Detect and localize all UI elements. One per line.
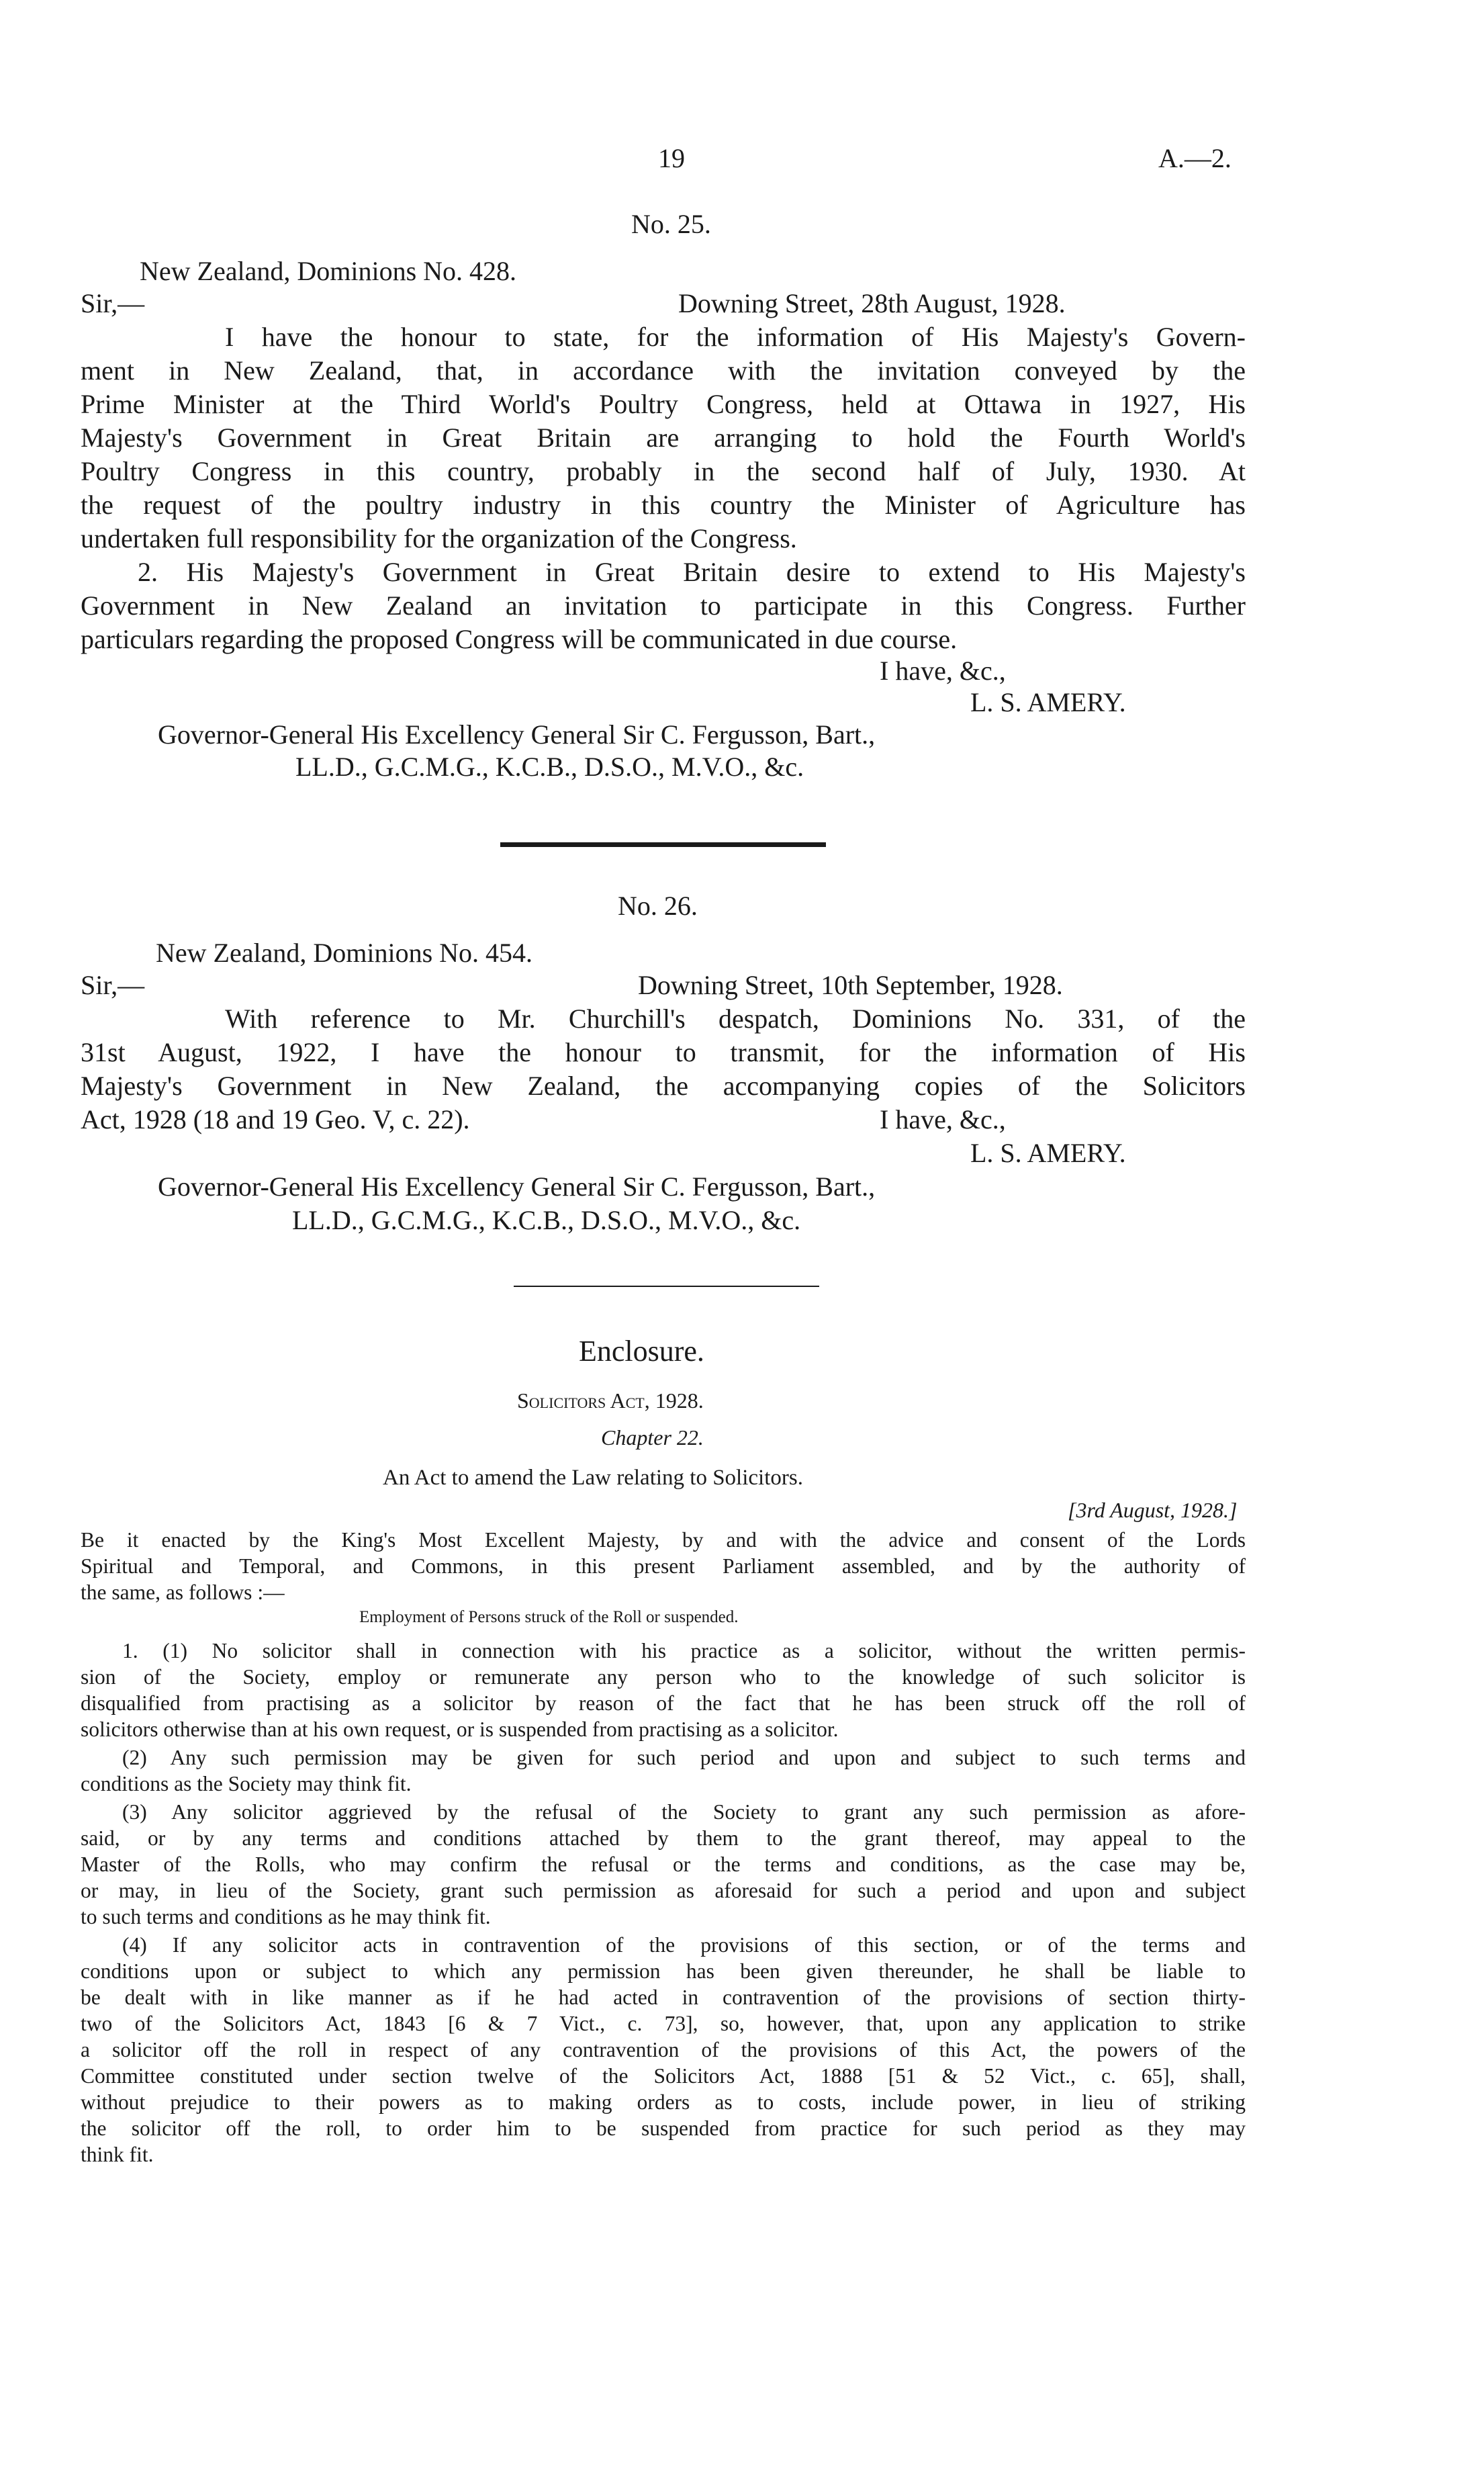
no25-heading: No. 25. xyxy=(631,209,711,239)
no26-p1-line: 31st August, 1922, I have the honour to transmit, for the information of His xyxy=(81,1037,1246,1067)
no25-place-date: Downing Street, 28th August, 1928. xyxy=(678,288,1066,318)
no25-addressee-honours: LL.D., G.C.M.G., K.C.B., D.S.O., M.V.O., &c. xyxy=(295,752,804,782)
no25-p1-line: Prime Minister at the Third World's Poultry Congress, held at Ottawa in 1927, His xyxy=(81,389,1246,419)
s1-1-line: disqualified from practising as a solicitor by reason of the fact that he has been struck off the roll of xyxy=(81,1691,1246,1715)
no26-p1-line: Majesty's Government in New Zealand, the accompanying copies of the Solicitors xyxy=(81,1071,1246,1101)
section-divider xyxy=(500,842,826,847)
s1-3-line: said, or by any terms and conditions attached by them to the grant thereof, may appeal to the xyxy=(81,1826,1246,1850)
no25-p1-line: the request of the poultry industry in this country the Minister of Agriculture has xyxy=(81,490,1246,520)
act-long-title: An Act to amend the Law relating to Solicitors. xyxy=(383,1466,803,1490)
no25-p1-line: Poultry Congress in this country, probably in the second half of July, 1930. At xyxy=(81,456,1246,486)
s1-4-line: the solicitor off the roll, to order him to be suspended from practice for such period as they may xyxy=(81,2117,1246,2140)
s1-4-line: two of the Solicitors Act, 1843 [6 & 7 Vict., c. 73], so, however, that, upon any application to strike xyxy=(81,2012,1246,2035)
page-number: 19 xyxy=(658,143,685,173)
s1-2-line: (2) Any such permission may be given for such period and upon and subject to such terms and xyxy=(122,1746,1246,1769)
chapter-label: Chapter 22. xyxy=(601,1425,704,1450)
no25-closing: I have, &c., xyxy=(880,656,1006,686)
s1-4-line: a solicitor off the roll in respect of any contravention of the provisions of this Act, the powers of the xyxy=(81,2038,1246,2061)
no26-signature: L. S. AMERY. xyxy=(970,1138,1126,1168)
s1-4-line: be dealt with in like manner as if he had acted in contravention of the provisions of section thirty- xyxy=(81,1986,1246,2009)
no26-salutation: Sir,— xyxy=(81,970,145,1000)
act-title: Solicitors Act, 1928. xyxy=(517,1388,704,1413)
no25-addressee: Governor-General His Excellency General Sir C. Fergusson, Bart., xyxy=(158,719,876,750)
document-reference: A.—2. xyxy=(1158,143,1232,173)
no25-dominions-ref: New Zealand, Dominions No. 428. xyxy=(140,256,517,286)
s1-2-line: conditions as the Society may think fit. xyxy=(81,1772,412,1795)
s1-3-line: (3) Any solicitor aggrieved by the refusal of the Society to grant any such permission as afore- xyxy=(122,1800,1246,1824)
s1-4-line: conditions upon or subject to which any permission has been given thereunder, he shall be liable to xyxy=(81,1959,1246,1983)
enacting-line: the same, as follows :— xyxy=(81,1581,285,1604)
royal-assent-date: [3rd August, 1928.] xyxy=(1068,1498,1238,1522)
no25-p1-line: Majesty's Government in Great Britain are arranging to hold the Fourth World's xyxy=(81,422,1246,453)
no26-heading: No. 26. xyxy=(618,891,698,921)
no26-addressee-honours: LL.D., G.C.M.G., K.C.B., D.S.O., M.V.O., &c. xyxy=(292,1205,801,1235)
section-sidenote: Employment of Persons struck of the Roll or suspended. xyxy=(359,1608,739,1626)
s1-4-line: without prejudice to their powers as to making orders as to costs, include power, in lieu of striking xyxy=(81,2090,1246,2114)
enclosure-heading: Enclosure. xyxy=(579,1335,704,1368)
no25-p1-line: ment in New Zealand, that, in accordance with the invitation conveyed by the xyxy=(81,355,1246,386)
no26-p1-line: Act, 1928 (18 and 19 Geo. V, c. 22). xyxy=(81,1104,470,1134)
no25-p2-line: Government in New Zealand an invitation to participate in this Congress. Further xyxy=(81,590,1246,621)
no25-signature: L. S. AMERY. xyxy=(970,687,1126,717)
s1-4-line: Committee constituted under section twelve of the Solicitors Act, 1888 [51 & 52 Vict., c. 65], shall, xyxy=(81,2064,1246,2088)
s1-1-line: sion of the Society, employ or remunerate any person who to the knowledge of such solicitor is xyxy=(81,1665,1246,1689)
no26-p1-line: With reference to Mr. Churchill's despatch, Dominions No. 331, of the xyxy=(225,1004,1246,1034)
no25-salutation: Sir,— xyxy=(81,288,145,318)
no26-place-date: Downing Street, 10th September, 1928. xyxy=(638,970,1063,1000)
s1-3-line: to such terms and conditions as he may think fit. xyxy=(81,1905,491,1928)
no25-p1-line: I have the honour to state, for the information of His Majesty's Govern- xyxy=(225,322,1246,352)
no26-dominions-ref: New Zealand, Dominions No. 454. xyxy=(156,938,533,968)
s1-3-line: Master of the Rolls, who may confirm the refusal or the terms and conditions, as the case may be, xyxy=(81,1853,1246,1876)
section-divider xyxy=(514,1286,819,1287)
no25-p1-line: undertaken full responsibility for the organization of the Congress. xyxy=(81,523,797,553)
no26-closing: I have, &c., xyxy=(880,1104,1006,1134)
s1-3-line: or may, in lieu of the Society, grant such permission as aforesaid for such a period and upon and subject xyxy=(81,1879,1246,1902)
enacting-line: Be it enacted by the King's Most Excellent Majesty, by and with the advice and consent of the Lords xyxy=(81,1528,1246,1552)
s1-1-line: solicitors otherwise than at his own request, or is suspended from practising as a solicitor. xyxy=(81,1718,839,1741)
s1-4-line: (4) If any solicitor acts in contravention of the provisions of this section, or of the terms and xyxy=(122,1933,1246,1957)
enacting-line: Spiritual and Temporal, and Commons, in this present Parliament assembled, and by the authority of xyxy=(81,1554,1246,1578)
no25-p2-line: particulars regarding the proposed Congress will be communicated in due course. xyxy=(81,624,958,654)
s1-4-line: think fit. xyxy=(81,2143,154,2166)
s1-1-line: 1. (1) No solicitor shall in connection with his practice as a solicitor, without the written permis- xyxy=(122,1639,1246,1662)
no25-p2-line: 2. His Majesty's Government in Great Britain desire to extend to His Majesty's xyxy=(138,557,1246,587)
no26-addressee: Governor-General His Excellency General Sir C. Fergusson, Bart., xyxy=(158,1171,876,1202)
